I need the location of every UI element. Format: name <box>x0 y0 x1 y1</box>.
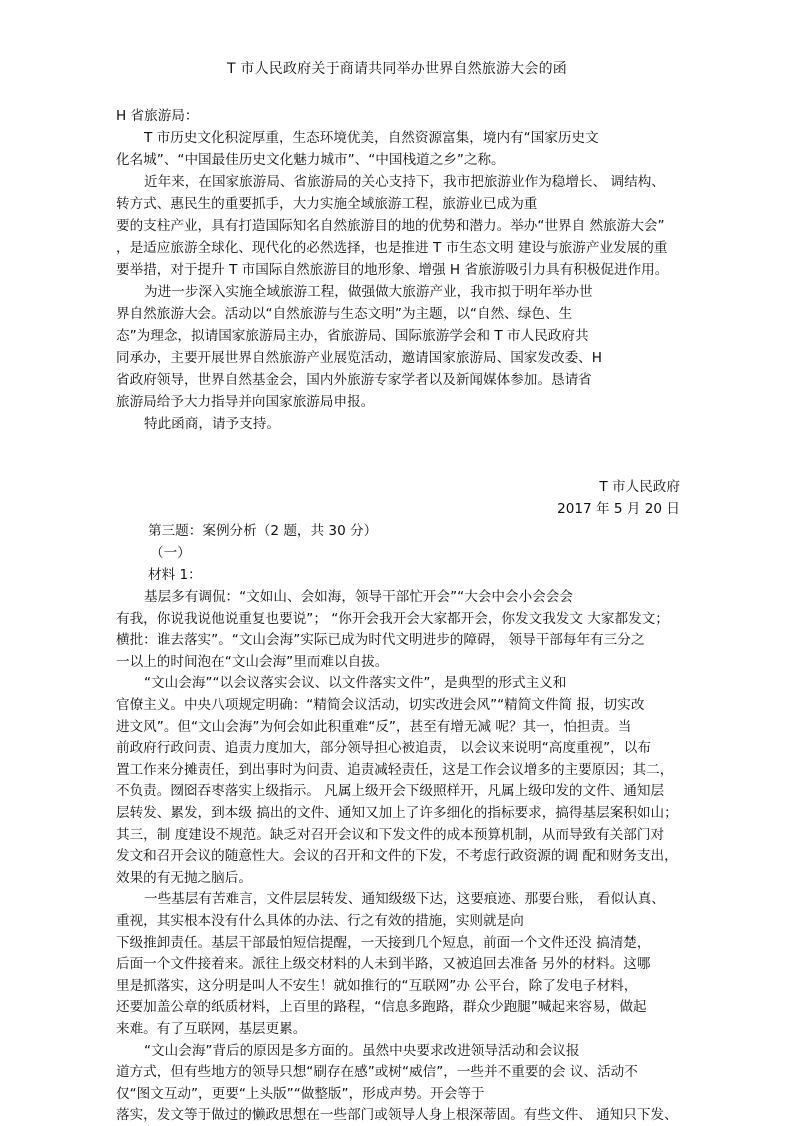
sub-heading: （一） <box>150 545 191 561</box>
material-paragraph-line: “文山会海”背后的原因是多方面的。虽然中央要求改进领导活动和会议报 <box>144 1042 580 1059</box>
letter-paragraph-line: 特此函商，请予支持。 <box>144 416 280 432</box>
letter-paragraph-line: 省政府领导，世界自然基金会，国内外旅游专家学者以及新闻媒体参加。恳请省 <box>116 372 592 388</box>
letter-paragraph-line: ，是适应旅游全球化、现代化的必然选择，也是推进 T 市生态文明 建设与旅游产业发展的重 <box>116 240 668 256</box>
material-paragraph-line: 有我，你说我说他说重复也要说”； “你开会我开会大家都开会，你发文我发文 大家都发文； <box>116 610 669 627</box>
material-paragraph-line: 不负责。囫囵吞枣落实上级指示。 凡属上级开会下级照样开，凡属上级印发的文件、通知层 <box>116 783 665 800</box>
material-paragraph-line: “文山会海”“以会议落实会议、以文件落实文件”，是典型的形式主义和 <box>144 675 567 692</box>
letter-title: T 市人民政府关于商请共同举办世界自然旅游大会的函 <box>226 61 567 77</box>
material-paragraph-line: 后面一个文件接着来。派往上级交材料的人未到半路，又被追回去准备 另外的材料。这哪 <box>116 956 651 973</box>
material-paragraph-line: 落实，发文等于做过的懒政思想在一些部门或领导人身上根深蒂固。有些文件、 通知只下发、 <box>116 1107 678 1124</box>
material-paragraph-line: 置工作来分摊责任，到出事时为问责、追责减轻责任，这是工作会议增多的主要原因；其二， <box>116 761 674 778</box>
material-label: 材料 1： <box>148 567 202 583</box>
letter-paragraph-line: 近年来，在国家旅游局、省旅游局的关心支持下，我市把旅游业作为稳增长、 调结构、 <box>144 174 665 190</box>
letter-paragraph-line: 旅游局给予大力指导并向国家旅游局申报。 <box>116 394 375 410</box>
letter-paragraph-line: 化名城”、“中国最佳历史文化魅力城市”、“中国栈道之乡”之称。 <box>116 152 505 168</box>
material-paragraph-line: 效果的有无抛之脑后。 <box>116 869 252 886</box>
material-paragraph-line: 基层多有调侃：“文如山、会如海，领导干部忙开会”“大会中会小会会会 <box>144 589 573 605</box>
letter-paragraph-line: 界自然旅游大会。活动以“自然旅游与生态文明”为主题，以“自然、绿色、生 <box>116 306 573 322</box>
material-paragraph-line: 重视，其实根本没有什么具体的办法、行之有效的措施，实则就是向 <box>116 913 524 929</box>
material-paragraph-line: 官僚主义。中央八项规定明确：“精简会议活动，切实改进会风”“精简文件简 报，切实改 <box>116 697 645 713</box>
material-paragraph-line: 层转发、累发，到本级 搞出的文件、通知又加上了许多细化的指标要求，搞得基层案积如山； <box>116 805 678 821</box>
material-paragraph-line: 里是抓落实，这分明是叫人不安生！就如推行的“互联网”办 公平台，除了发电子材料， <box>116 977 638 994</box>
material-paragraph-line: 下级推卸责任。基层干部最怕短信提醒，一天接到几个短息，前面一个文件还没 搞清楚， <box>116 934 651 951</box>
material-paragraph-line: 发文和召开会议的随意性大。会议的召开和文件的下发，不考虑行政资源的调 配和财务支出， <box>116 848 678 865</box>
material-paragraph-line: 道方式，但有些地方的领导只想“刷存在感”或树“威信”，一些并不重要的会 议、活动不 <box>116 1064 638 1081</box>
letter-paragraph-line: 要的支柱产业，具有打造国际知名自然旅游目的地的优势和潜力。举办“世界自 然旅游大会” <box>116 218 665 234</box>
date: 2017 年 5 月 20 日 <box>557 501 680 517</box>
letter-paragraph-line: T 市历史文化积淀厚重，生态环境优美，自然资源富集，境内有“国家历史文 <box>144 130 599 146</box>
material-paragraph-line: 一以上的时间泡在“文山会海”里而难以自拔。 <box>116 653 389 670</box>
material-paragraph-line: 还要加盖公章的纸质材料，上百里的路程，“信息多跑路，群众少跑腿”喊起来容易，做起 <box>116 999 647 1016</box>
signature: T 市人民政府 <box>599 479 680 495</box>
material-paragraph-line: 前政府行政问责、追责力度加大，部分领导担心被追责， 以会议来说明“高度重视”，以布 <box>116 740 651 757</box>
letter-paragraph-line: 同承办，主要开展世界自然旅游产业展览活动，邀请国家旅游局、国家发改委、H <box>116 350 603 366</box>
material-paragraph-line: 仅“图文互动”，更要“上头版”“做整版”，形成声势。开会等于 <box>116 1085 485 1102</box>
addressee: H 省旅游局： <box>116 108 199 124</box>
letter-paragraph-line: 态”为理念，拟请国家旅游局主办，省旅游局、国际旅游学会和 T 市人民政府共 <box>116 328 589 344</box>
material-paragraph-line: 进文风”。但“文山会海”为何会如此积重难“反”，甚至有增无减 呢？其一，怕担责。当 <box>116 718 632 735</box>
letter-paragraph-line: 为进一步深入实施全域旅游工程，做强做大旅游产业，我市拟于明年举办世 <box>144 284 593 300</box>
letter-paragraph-line: 要举措，对于提升 T 市国际自然旅游目的地形象、增强 H 省旅游吸引力具有积极促进作用。 <box>116 262 669 278</box>
material-paragraph-line: 一些基层有苦难言，文件层层转发、通知级级下达，这要痕迹、那要台账， 看似认真、 <box>144 891 665 908</box>
material-paragraph-line: 其三，制 度建设不规范。缺乏对召开会议和下发文件的成本预算机制，从而导致有关部门对 <box>116 826 665 843</box>
letter-paragraph-line: 转方式、惠民生的重要抓手，大力实施全域旅游工程，旅游业已成为重 <box>116 196 538 212</box>
material-paragraph-line: 横批：谁去落实”。“文山会海”实际已成为时代文明进步的障碍， 领导干部每年有三分之 <box>116 632 645 649</box>
material-paragraph-line: 来难。有了互联网，基层更累。 <box>116 1021 307 1037</box>
section-heading: 第三题：案例分析（2 题，共 30 分） <box>148 523 378 539</box>
